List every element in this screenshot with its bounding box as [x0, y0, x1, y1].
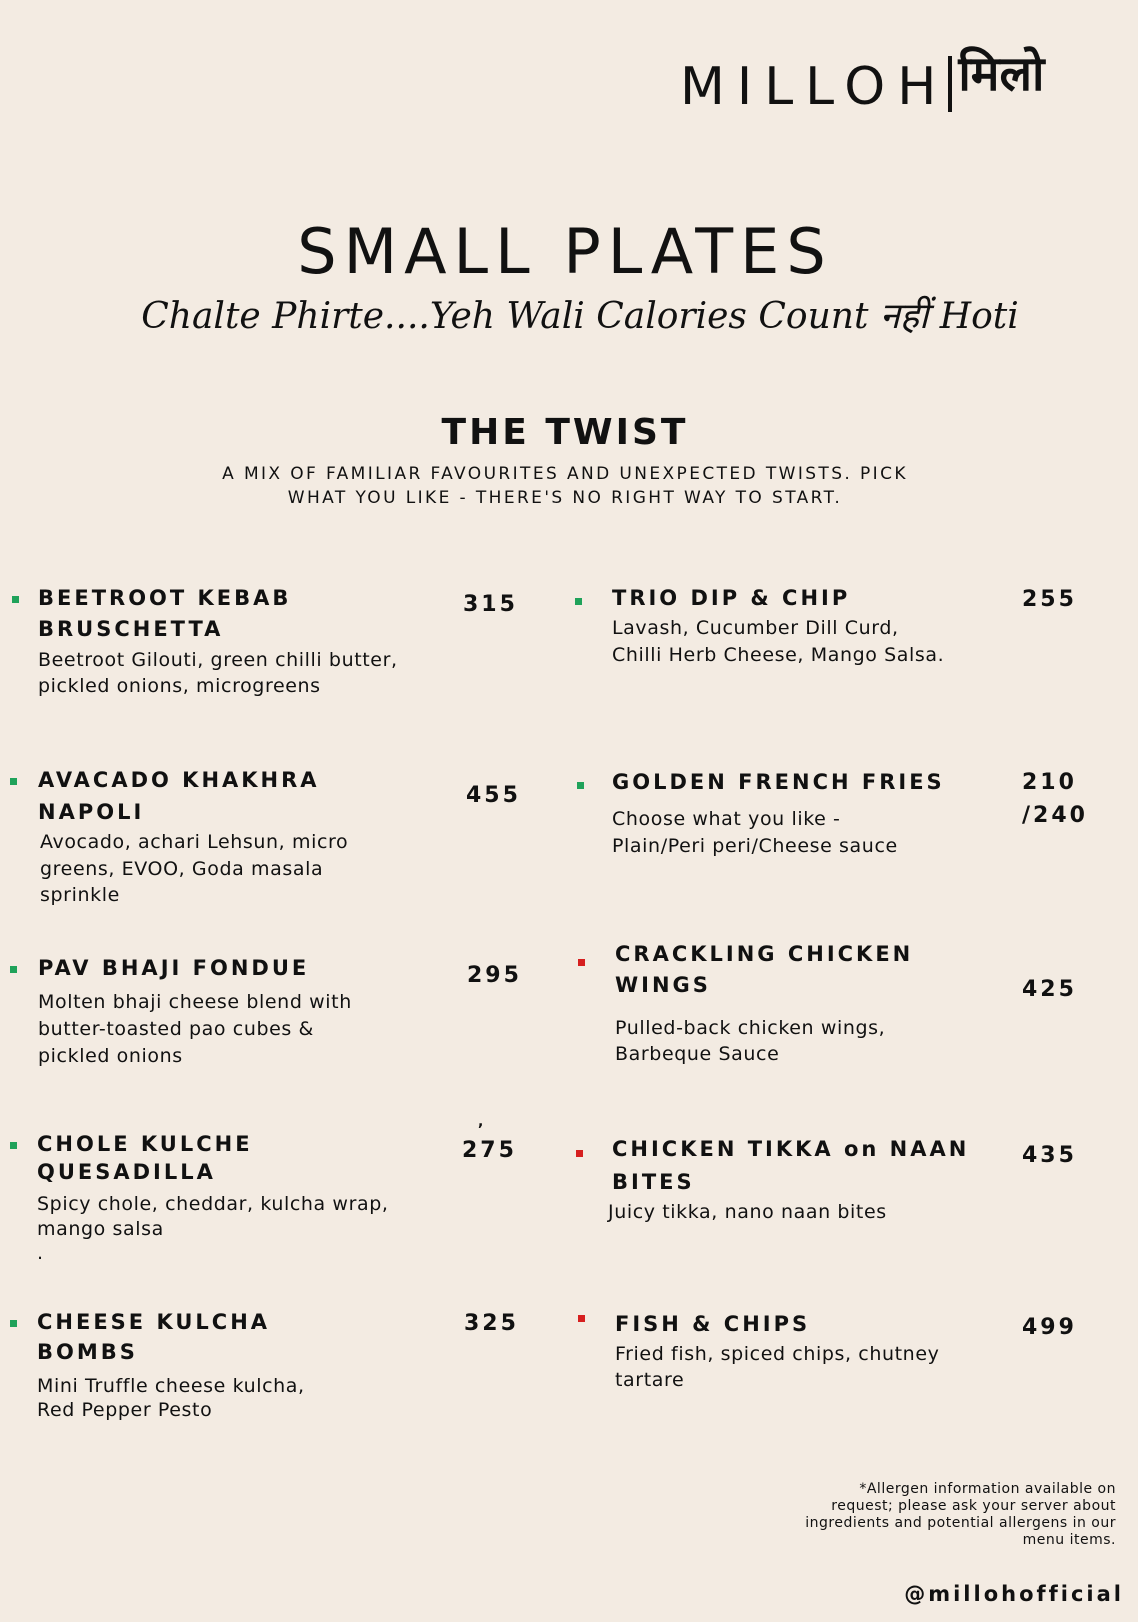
item-desc-line1: Pulled-back chicken wings, — [615, 1017, 886, 1039]
item-desc-line2: Chilli Herb Cheese, Mango Salsa. — [612, 644, 945, 666]
item-price: 295 — [467, 963, 522, 988]
item-name-line2: WINGS — [615, 973, 711, 997]
veg-marker-icon — [12, 596, 19, 603]
item-name-line2: BOMBS — [37, 1340, 138, 1364]
item-price-regular: 210 — [1022, 770, 1077, 795]
veg-marker-icon — [575, 598, 582, 605]
item-name-line2: BRUSCHETTA — [38, 617, 224, 641]
item-name-line2: QUESADILLA — [37, 1160, 216, 1184]
item-price: 425 — [1022, 977, 1077, 1002]
item-desc-line1: Fried fish, spiced chips, chutney — [615, 1343, 940, 1365]
item-desc-line1: Choose what you like - — [612, 808, 841, 830]
item-desc-line1: Lavash, Cucumber Dill Curd, — [612, 617, 899, 639]
item-name-line2: NAPOLI — [38, 800, 145, 824]
veg-marker-icon — [10, 966, 17, 973]
item-desc-line3: sprinkle — [40, 884, 120, 906]
item-name-line1: FISH & CHIPS — [615, 1312, 811, 1336]
item-name-line1: BEETROOT KEBAB — [38, 586, 292, 610]
item-desc-line2: tartare — [615, 1369, 685, 1391]
section-subtitle — [190, 462, 940, 510]
item-price: 255 — [1022, 587, 1077, 612]
item-desc-line2: Barbeque Sauce — [615, 1043, 780, 1065]
veg-marker-icon — [577, 782, 584, 789]
item-desc-line2: mango salsa — [37, 1218, 164, 1240]
allergen-note — [776, 1481, 1116, 1549]
nonveg-marker-icon — [578, 1315, 585, 1322]
item-desc-line2: Plain/Peri peri/Cheese sauce — [612, 835, 898, 857]
item-name-line2: BITES — [612, 1170, 695, 1194]
brand-name: MILLOH — [680, 57, 949, 117]
item-name-line1: TRIO DIP & CHIP — [612, 586, 851, 610]
item-desc-line1: Spicy chole, cheddar, kulcha wrap, — [37, 1193, 389, 1215]
item-desc-line2: butter-toasted pao cubes & — [38, 1018, 314, 1040]
item-name-line1: CHICKEN TIKKA on NAAN — [612, 1137, 970, 1161]
brand-logo — [680, 40, 1044, 117]
allergen-note-line2: request; please ask your server about — [831, 1498, 1116, 1514]
item-desc-line2: Red Pepper Pesto — [37, 1399, 213, 1421]
item-price: 315 — [463, 592, 518, 617]
item-desc-line1: Beetroot Gilouti, green chilli butter, — [38, 649, 398, 671]
item-desc-line3: pickled onions — [38, 1045, 183, 1067]
allergen-note-line4: menu items. — [1022, 1532, 1116, 1548]
stray-mark: , — [478, 1114, 484, 1130]
item-desc-line3: . — [37, 1242, 44, 1264]
veg-marker-icon — [10, 778, 17, 785]
veg-marker-icon — [10, 1142, 17, 1149]
item-desc-line1: Juicy tikka, nano naan bites — [608, 1201, 887, 1223]
item-desc-line2: pickled onions, microgreens — [38, 675, 321, 697]
allergen-note-line1: *Allergen information available on — [859, 1481, 1116, 1497]
section-subtitle-line2: WHAT YOU LIKE - THERE'S NO RIGHT WAY TO START. — [287, 488, 843, 508]
item-price: 275 — [462, 1138, 517, 1163]
item-price-large: /240 — [1022, 803, 1088, 828]
item-price: 325 — [464, 1311, 519, 1336]
nonveg-marker-icon — [576, 1150, 583, 1157]
item-name-line1: AVACADO KHAKHRA — [38, 768, 320, 792]
item-name-line1: CHOLE KULCHE — [37, 1132, 253, 1156]
veg-marker-icon — [10, 1320, 17, 1327]
brand-divider — [948, 56, 952, 112]
section-title: THE TWIST — [441, 412, 689, 453]
item-name-line1: PAV BHAJI FONDUE — [38, 956, 310, 980]
item-desc-line1: Mini Truffle cheese kulcha, — [37, 1375, 305, 1397]
item-name-line1: CRACKLING CHICKEN — [615, 942, 914, 966]
item-name-line1: CHEESE KULCHA — [37, 1310, 271, 1334]
item-name-line1: GOLDEN FRENCH FRIES — [612, 770, 945, 794]
item-price: 435 — [1022, 1143, 1077, 1168]
item-desc-line1: Molten bhaji cheese blend with — [38, 991, 352, 1013]
page-title: SMALL PLATES — [297, 215, 833, 288]
nonveg-marker-icon — [578, 959, 585, 966]
item-price: 455 — [466, 783, 521, 808]
item-desc-line2: greens, EVOO, Goda masala — [40, 858, 324, 880]
allergen-note-line3: ingredients and potential allergens in our — [805, 1515, 1116, 1531]
item-desc-line1: Avocado, achari Lehsun, micro — [40, 831, 349, 853]
section-subtitle-line1: A MIX OF FAMILIAR FAVOURITES AND UNEXPECTED TWISTS. PICK — [222, 464, 908, 484]
page-tagline: Chalte Phirte....Yeh Wali Calories Count नहीं Hoti — [141, 296, 1019, 337]
social-handle: @millohofficial — [904, 1582, 1124, 1606]
brand-hindi: मिलो — [958, 46, 1045, 102]
item-price: 499 — [1022, 1315, 1077, 1340]
